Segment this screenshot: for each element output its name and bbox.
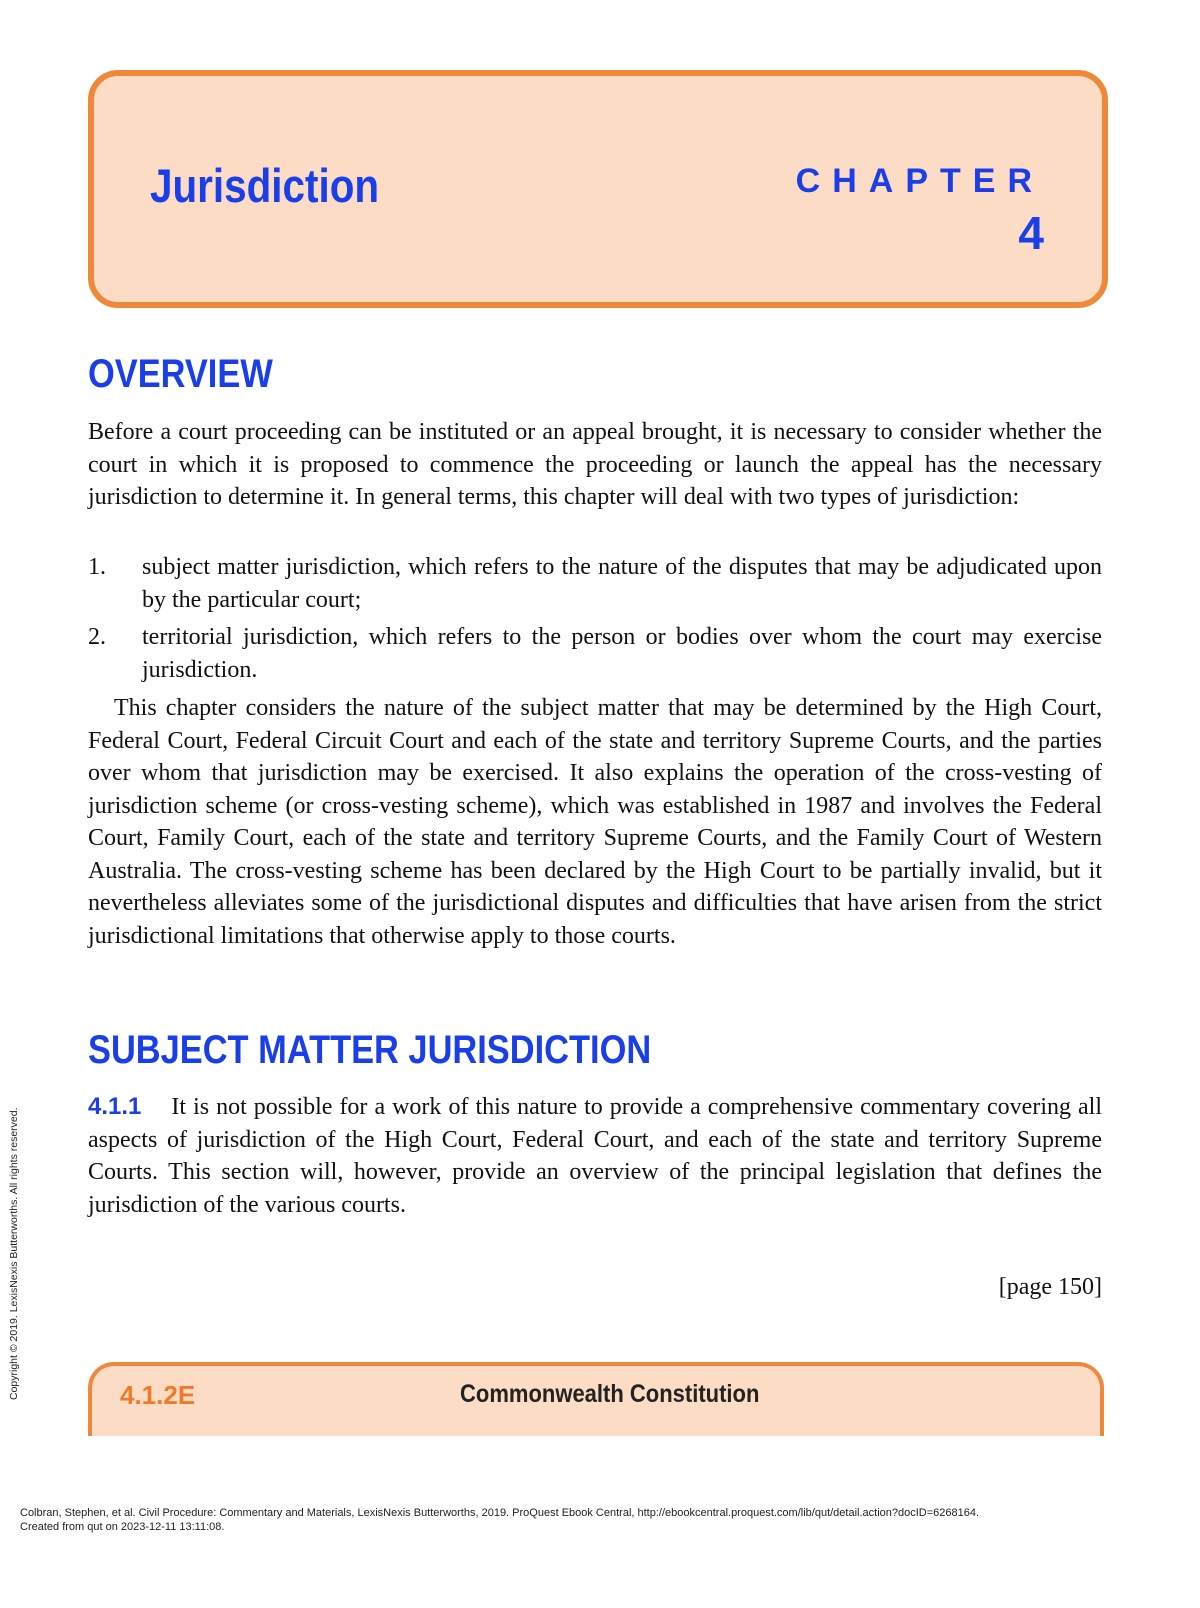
chapter-header-box (88, 70, 1108, 308)
list-item (88, 621, 1102, 686)
extract-number: 4.1.2E (120, 1380, 196, 1410)
footer-line-1: Colbran, Stephen, et al. Civil Procedure: Commentary and Materials, LexisNexis Butterworths, 2019. ProQuest Ebook Central, http://ebookcentral.proquest.com/lib/qut/detail.action?docID=6268164. (20, 1507, 980, 1519)
chapter-number: 4 (1018, 207, 1044, 259)
list-number: 2. (88, 624, 106, 650)
footer-line-2: Created from qut on 2023-12-11 13:11:08. (20, 1521, 225, 1533)
list-text: territorial jurisdiction, which refers to the person or bodies over whom the court may exercise jurisdiction. (142, 624, 1102, 683)
list-text: subject matter jurisdiction, which refers to the nature of the disputes that may be adjudicated upon by the particular court; (142, 554, 1102, 613)
footer-citation (20, 1506, 979, 1534)
chapter-title: Jurisdiction (150, 159, 380, 212)
paragraph-number: 4.1.1 (88, 1093, 142, 1120)
extract-header-box (88, 1362, 1104, 1436)
list-number: 1. (88, 554, 106, 580)
overview-intro: Before a court proceeding can be instituted or an appeal brought, it is necessary to consider whether the court in which it is proposed to commence the proceeding or launch the appeal has the necessary jurisdiction to determine it. In general terms, this chapter will deal with two types of jurisdiction: (88, 419, 1102, 510)
paragraph-4-1-1 (88, 1091, 1102, 1221)
paragraph-text: It is not possible for a work of this nature to provide a comprehensive commentary covering all aspects of jurisdiction of the High Court, Federal Court, and each of the state and territory Supreme Courts. This section will, however, provide an overview of the principal legislation that defines the jurisdiction of the various courts. (88, 1094, 1102, 1218)
side-copyright: Copyright © 2019. LexisNexis Butterworths. All rights reserved. (8, 1107, 20, 1400)
overview-heading: OVERVIEW (88, 352, 273, 396)
extract-title: Commonwealth Constitution (460, 1380, 760, 1408)
chapter-label: CHAPTER (795, 162, 1044, 200)
overview-body: This chapter considers the nature of the subject matter that may be determined by the High Court, Federal Court, Federal Circuit Court and each of the state and territory Supreme Courts, and the parties over whom that jurisdiction may be exercised. It also explains the operation of the cross-vesting of jurisdiction scheme (or cross-vesting scheme), which was established in 1987 and involves the Federal Court, Family Court, each of the state and territory Supreme Courts, and the Family Court of Western Australia. The cross-vesting scheme has been declared by the High Court to be partially invalid, but it nevertheless alleviates some of the jurisdictional disputes and difficulties that have arisen from the strict jurisdictional limitations that otherwise apply to those courts. (88, 695, 1102, 949)
subject-matter-heading: SUBJECT MATTER JURISDICTION (88, 1028, 652, 1072)
list-item (88, 551, 1102, 616)
page-reference: [page 150] (998, 1274, 1102, 1300)
